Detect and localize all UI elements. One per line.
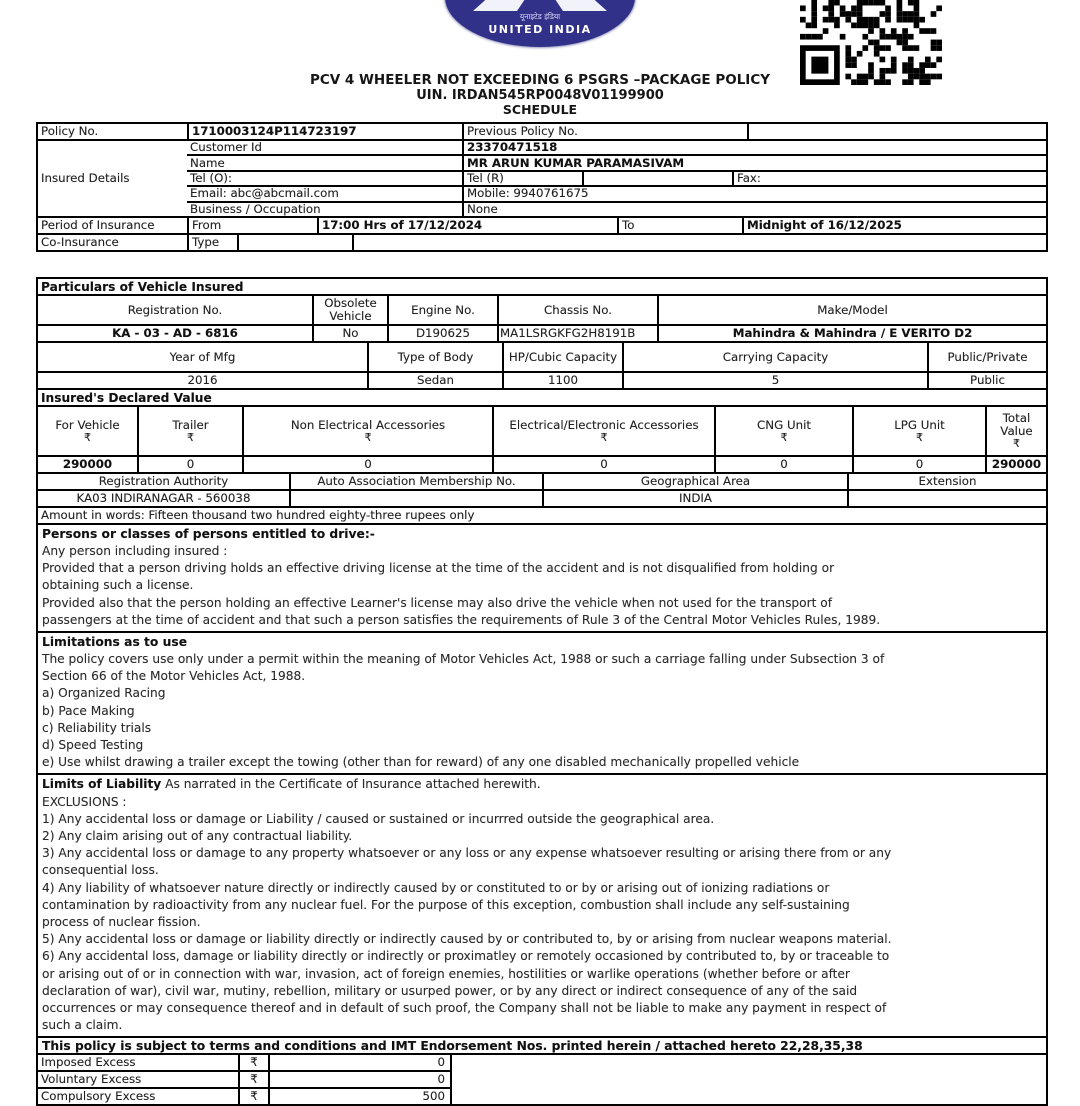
public-private-value: Public — [927, 373, 1046, 388]
empty-cell — [582, 172, 732, 185]
empty-cell — [747, 124, 1046, 139]
type-label: Type — [187, 235, 237, 250]
name-value: MR ARUN KUMAR PARAMASIVAM — [462, 156, 1046, 169]
rupee-icon: ₹ — [916, 430, 923, 444]
registration-no-header: Registration No. — [127, 302, 223, 317]
logo-hindi-text: यूनाइटेड इंडिया — [519, 12, 561, 21]
table-row — [38, 124, 1046, 139]
business-label: Business / Occupation — [190, 201, 321, 216]
idv-trailer-value: 0 — [137, 457, 242, 472]
table-header-row — [38, 294, 1046, 324]
excess-table — [36, 1055, 1048, 1106]
limitations-heading: Limitations as to use — [42, 635, 188, 650]
coinsurance-label: Co-Insurance — [41, 235, 119, 249]
business-value: None — [462, 203, 1046, 216]
rupee-icon: ₹ — [600, 430, 608, 444]
for-vehicle-header — [38, 407, 137, 455]
idv-electrical-value: 0 — [492, 457, 714, 472]
subject-to-terms-line: This policy is subject to terms and conditions and IMT Endorsement Nos. printed herein / attached hereto 22,28,35,38 — [36, 1038, 1048, 1055]
rupee-icon: ₹ — [187, 430, 194, 444]
liability-exclusions-section — [38, 773, 1046, 1036]
policy-no-label: Policy No. — [41, 124, 99, 138]
table-row — [38, 455, 1046, 472]
header-label: Total Value — [1000, 411, 1033, 438]
obsolete-vehicle-value: No — [312, 326, 387, 341]
text-line: c) Reliability trials — [42, 720, 152, 735]
make-model-header: Make/Model — [657, 296, 1046, 324]
idv-section-title: Insured's Declared Value — [41, 390, 212, 405]
hp-cubic-capacity-header: HP/Cubic Capacity — [502, 343, 622, 371]
text-line: d) Speed Testing — [42, 738, 144, 753]
text-line: such a claim. — [42, 1018, 123, 1033]
text-line: Section 66 of the Motor Vehicles Act, 1988. — [42, 669, 306, 684]
empty-cell — [352, 235, 1046, 250]
imposed-excess-value: 0 — [268, 1055, 448, 1070]
rupee-icon: ₹ — [1013, 437, 1020, 450]
registration-no-value: KA - 03 - AD - 6816 — [112, 326, 238, 340]
geographical-area-header: Geographical Area — [542, 474, 847, 489]
empty-cell — [237, 235, 352, 250]
document-body — [36, 122, 1048, 1106]
name-label: Name — [190, 155, 225, 170]
table-row — [38, 1055, 450, 1070]
make-model-value: Mahindra & Mahindra / E VERITO D2 — [657, 326, 1046, 341]
non-electrical-accessories-header — [242, 407, 492, 455]
header-label: Trailer — [172, 417, 209, 432]
table-header-row — [38, 341, 1046, 371]
table-row — [38, 489, 1046, 506]
table-row — [187, 154, 1046, 169]
table-row — [187, 201, 1046, 216]
table-row — [38, 1070, 450, 1087]
voluntary-excess-value: 0 — [268, 1072, 448, 1087]
idv-non-electrical-value: 0 — [242, 457, 492, 472]
text-line: obtaining such a license. — [42, 578, 194, 593]
table-row — [187, 141, 1046, 154]
compulsory-excess-value: 500 — [268, 1089, 448, 1104]
year-of-mfg-value: 2016 — [187, 373, 218, 387]
total-value-header — [985, 407, 1046, 455]
text-line: e) Use whilst drawing a trailer except the towing (other than for reward) of any one disabled mechanically propelled vehicle — [42, 755, 800, 770]
electrical-accessories-header — [492, 407, 714, 455]
liability-heading: Limits of Liability — [42, 777, 162, 792]
text-line: process of nuclear fission. — [42, 915, 201, 930]
cng-unit-header — [714, 407, 852, 455]
text-line: 3) Any accidental loss or damage to any property whatsoever or any loss or any expense whatsoever resulting or arising there from or any — [42, 846, 892, 861]
insured-details-block — [38, 139, 1046, 216]
excess-rows — [38, 1055, 450, 1104]
period-label: Period of Insurance — [41, 218, 155, 232]
text-line: b) Pace Making — [42, 703, 135, 718]
text-line: EXCLUSIONS : — [42, 794, 127, 809]
vehicle-section-title: Particulars of Vehicle Insured — [41, 279, 244, 294]
rupee-icon: ₹ — [238, 1089, 268, 1104]
table-header-row — [38, 472, 1046, 489]
text-line: The policy covers use only under a permit within the meaning of Motor Vehicles Act, 1988 or such a carriage falling under Subsection 3 of — [42, 652, 885, 667]
table-row — [38, 1087, 450, 1104]
voluntary-excess-label: Voluntary Excess — [41, 1072, 142, 1087]
table-row — [38, 324, 1046, 341]
title-block — [0, 72, 1080, 117]
text-line: 6) Any accidental loss, damage or liability directly or indirectly or proximatley or remotely occasioned by contributed to, by or traceable to — [42, 949, 890, 964]
vehicle-particulars-table — [36, 277, 1048, 390]
text-line: Any person including insured : — [42, 544, 228, 558]
insured-details-label: Insured Details — [41, 171, 130, 185]
engine-no-header: Engine No. — [387, 296, 497, 324]
auto-association-header: Auto Association Membership No. — [289, 474, 542, 489]
header-label: Non Electrical Accessories — [290, 417, 446, 432]
idv-cng-value: 0 — [714, 457, 852, 472]
lpg-unit-header — [852, 407, 985, 455]
text-line: declaration of war), civil war, mutiny, rebellion, military or usurped power, or by any direct or indirect consequence of any of the said — [42, 983, 858, 998]
mobile-value: Mobile: 9940761675 — [462, 187, 1046, 200]
header-label: Electrical/Electronic Accessories — [509, 417, 699, 432]
logo-english-text: UNITED INDIA — [488, 23, 592, 36]
rupee-icon: ₹ — [780, 430, 788, 444]
text-line: 4) Any liability of whatsoever nature directly or indirectly caused by or constituted to or by or arising out of ionizing radiations or — [42, 880, 830, 895]
text-line: 2) Any claim arising out of any contractual liability. — [42, 829, 353, 844]
policy-no-value: 1710003124P114723197 — [187, 124, 462, 139]
logo-oval — [445, 0, 635, 47]
email-value: Email: abc@abcmail.com — [190, 186, 339, 201]
chassis-no-value: MA1LSRGKFG2H8191B — [497, 326, 657, 341]
fax-label: Fax: — [732, 172, 1046, 185]
policy-title: PCV 4 WHEELER NOT EXCEEDING 6 PSGRS –PACKAGE POLICY — [309, 72, 771, 88]
text-line: Provided also that the person holding an effective Learner's license may also drive the vehicle when not used for the transport of — [42, 595, 833, 610]
rupee-icon: ₹ — [238, 1055, 268, 1070]
united-india-logo — [445, 0, 635, 48]
customer-id-label: Customer Id — [190, 140, 263, 155]
carrying-capacity-value: 5 — [622, 373, 927, 388]
rupee-icon: ₹ — [238, 1072, 268, 1087]
drivers-clause-section — [38, 525, 1046, 631]
liability-rest: As narrated in the Certificate of Insurance attached herewith. — [161, 777, 541, 792]
from-label: From — [187, 218, 317, 233]
rupee-icon: ₹ — [84, 430, 91, 444]
extension-header: Extension — [847, 474, 1046, 489]
imposed-excess-label: Imposed Excess — [41, 1055, 136, 1070]
geographical-area-value: INDIA — [542, 491, 847, 506]
table-row — [187, 170, 1046, 185]
from-value: 17:00 Hrs of 17/12/2024 — [317, 218, 617, 233]
year-of-mfg-header: Year of Mfg — [169, 349, 236, 364]
rupee-icon: ₹ — [364, 430, 372, 444]
text-line: 5) Any accidental loss or damage or liability directly or indirectly caused by or contributed to, by or arising from nuclear weapons material. — [42, 932, 892, 947]
header-label: For Vehicle — [55, 417, 120, 432]
text-line: a) Organized Racing — [42, 686, 166, 701]
hp-cubic-capacity-value: 1100 — [502, 373, 622, 388]
text-line: occurrences or may consequence thereof and in default of such proof, the Company shall not be liable to make any payment in respect of — [42, 1001, 887, 1016]
table-row — [38, 371, 1046, 388]
obsolete-vehicle-header: Obsolete Vehicle — [312, 296, 387, 324]
insured-details-rows — [187, 141, 1046, 216]
table-row — [38, 233, 1046, 250]
idv-vehicle-value: 290000 — [62, 457, 113, 471]
carrying-capacity-header: Carrying Capacity — [622, 343, 927, 371]
text-line: consequential loss. — [42, 863, 159, 878]
compulsory-excess-label: Compulsory Excess — [41, 1089, 156, 1104]
empty-cell — [847, 491, 1046, 506]
empty-cell — [450, 1055, 1046, 1104]
trailer-header — [137, 407, 242, 455]
table-header-row — [38, 405, 1046, 455]
uin-line: UIN. IRDAN545RP0048V01199900 — [416, 88, 664, 103]
text-line: passengers at the time of accident and that such a person satisfies the requirements of Rule 3 of the Central Motor Vehicles Rules, 1989. — [42, 612, 881, 627]
type-of-body-value: Sedan — [367, 373, 502, 388]
liability-line — [38, 776, 1046, 793]
table-row — [187, 185, 1046, 200]
drivers-clause-lines — [38, 543, 1046, 629]
text-line: Provided that a person driving holds an effective driving license at the time of the accident and is not disqualified from holding or — [42, 561, 835, 576]
customer-id-value: 23370471518 — [462, 141, 1046, 154]
amount-in-words: Amount in words: Fifteen thousand two hundred eighty-three rupees only — [41, 508, 475, 522]
schedule-label: SCHEDULE — [502, 102, 578, 117]
exclusions-lines — [38, 794, 1046, 1035]
to-value: Midnight of 16/12/2025 — [742, 218, 1046, 233]
empty-cell — [289, 491, 542, 506]
registration-authority-value: KA03 INDIRANAGAR - 560038 — [76, 491, 251, 505]
insured-details-table — [36, 122, 1048, 252]
registration-authority-header: Registration Authority — [98, 474, 229, 488]
type-of-body-header: Type of Body — [367, 343, 502, 371]
limitations-section — [38, 631, 1046, 773]
table-row — [38, 216, 1046, 233]
idv-lpg-value: 0 — [852, 457, 985, 472]
text-line: 1) Any accidental loss or damage or Liability / caused or sustained or incurrred outside the geographical area. — [42, 811, 715, 826]
table-row — [38, 506, 1046, 523]
limitations-lines — [38, 651, 1046, 771]
text-line: or arising out of or in connection with war, invasion, act of foreign enemies, hostilities or warlike operations (whether before or after — [42, 966, 850, 981]
public-private-header: Public/Private — [927, 343, 1046, 371]
previous-policy-label: Previous Policy No. — [462, 124, 747, 139]
idv-total-value: 290000 — [985, 457, 1046, 472]
drivers-clause-heading: Persons or classes of persons entitled to drive:- — [42, 527, 375, 541]
chassis-no-header: Chassis No. — [497, 296, 657, 324]
engine-no-value: D190625 — [387, 326, 497, 341]
header-label: LPG Unit — [894, 417, 945, 432]
header-label: CNG Unit — [757, 417, 811, 432]
clauses-box — [36, 525, 1048, 1038]
tel-r-label: Tel (R) — [462, 172, 582, 185]
text-line: contamination by radioactivity from any nuclear fuel. For the purpose of this exception, combustion shall include any self-sustaining — [42, 897, 850, 912]
idv-table — [36, 390, 1048, 525]
tel-o-label: Tel (O): — [190, 171, 232, 186]
to-label: To — [617, 218, 742, 233]
